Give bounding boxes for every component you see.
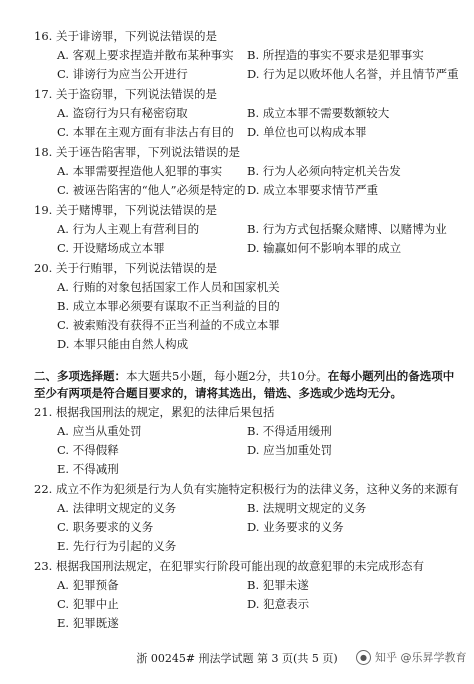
question-21-option-e: E. 不得减刑 — [57, 462, 119, 476]
question-17-option-c: C. 本罪在主观方面有非法占有目的 — [57, 125, 234, 139]
question-22-option-b: B. 法规明文规定的义务 — [247, 501, 367, 515]
question-23-stem: 23. 根据我国刑法规定，在犯罪实行阶段可能出现的故意犯罪的未完成形态有 — [34, 559, 424, 573]
question-21-option-c: C. 不得假释 — [57, 443, 119, 457]
question-20-option-b: B. 成立本罪必须要有谋取不正当利益的目的 — [57, 299, 280, 313]
question-16-option-a: A. 客观上要求捏造并散布某种事实 — [57, 48, 234, 62]
zhihu-camera-icon: ● — [356, 650, 371, 665]
watermark-text: 知乎 @乐昇学教育 — [375, 651, 467, 664]
question-16-stem: 16. 关于诽谤罪，下列说法错误的是 — [34, 29, 217, 43]
question-18-stem: 18. 关于诬告陷害罪，下列说法错误的是 — [34, 145, 240, 159]
page-footer: 浙 00245# 刑法学试题 第 3 页(共 5 页) — [136, 652, 338, 665]
question-19-option-a: A. 行为人主观上有营利目的 — [57, 222, 200, 236]
question-23-option-a: A. 犯罪预备 — [57, 578, 119, 592]
section-2-header — [34, 369, 454, 383]
question-17-stem: 17. 关于盗窃罪，下列说法错误的是 — [34, 87, 217, 101]
question-22-option-c: C. 职务要求的义务 — [57, 520, 154, 534]
question-22-option-d: D. 业务要求的义务 — [247, 520, 344, 534]
question-21-option-a: A. 应当从重处罚 — [57, 424, 142, 438]
watermark — [356, 649, 467, 665]
question-17-option-d: D. 单位也可以构成本罪 — [247, 125, 367, 139]
question-19-option-d: D. 输赢如何不影响本罪的成立 — [247, 241, 402, 255]
question-17-option-b: B. 成立本罪不需要数额较大 — [247, 106, 390, 120]
question-20-stem: 20. 关于行贿罪，下列说法错误的是 — [34, 261, 217, 275]
question-22-option-a: A. 法律明文规定的义务 — [57, 501, 177, 515]
question-21-option-b: B. 不得适用缓刑 — [247, 424, 332, 438]
question-20-option-c: C. 被索贿没有获得不正当利益的不成立本罪 — [57, 318, 280, 332]
question-18-option-d: D. 成立本罪要求情节严重 — [247, 183, 379, 197]
question-16-option-d: D. 行为足以败坏他人名誉，并且情节严重 — [247, 67, 459, 81]
question-22-stem: 22. 成立不作为犯须是行为人负有实施特定积极行为的法律义务，这种义务的来源有 — [34, 482, 459, 496]
section-2-instruction-rest: 在每小题列出的备选项中 — [327, 369, 455, 383]
question-20-option-a: A. 行贿的对象包括国家工作人员和国家机关 — [57, 280, 280, 294]
question-23-option-d: D. 犯意表示 — [247, 597, 310, 611]
question-18-option-a: A. 本罪需要捏造他人犯罪的事实 — [57, 164, 223, 178]
question-22-option-e: E. 先行行为引起的义务 — [57, 539, 177, 553]
section-2-instruction-bold: 本大题共5小题，每小题2分，共10分。 — [126, 369, 328, 383]
question-21-option-d: D. 应当加重处罚 — [247, 443, 333, 457]
question-17-option-a: A. 盗窃行为只有秘密窃取 — [57, 106, 188, 120]
question-18-option-b: B. 行为人必须向特定机关告发 — [247, 164, 401, 178]
question-16-option-b: B. 所捏造的事实不要求是犯罪事实 — [247, 48, 424, 62]
question-23-option-c: C. 犯罪中止 — [57, 597, 119, 611]
section-2-label: 二、多项选择题： — [34, 369, 126, 383]
question-18-option-c: C. 被诬告陷害的“他人”必须是特定的 — [57, 183, 246, 197]
question-21-stem: 21. 根据我国刑法的规定，累犯的法律后果包括 — [34, 405, 275, 419]
question-19-option-b: B. 行为方式包括聚众赌博、以赌博为业 — [247, 222, 447, 236]
question-19-stem: 19. 关于赌博罪，下列说法错误的是 — [34, 203, 217, 217]
question-20-option-d: D. 本罪只能由自然人构成 — [57, 337, 189, 351]
question-19-option-c: C. 开设赌场成立本罪 — [57, 241, 165, 255]
question-16-option-c: C. 诽谤行为应当公开进行 — [57, 67, 188, 81]
section-2-instruction-line2: 至少有两项是符合题目要求的，请将其选出，错选、多选或少选均无分。 — [34, 386, 402, 400]
question-23-option-b: B. 犯罪未遂 — [247, 578, 309, 592]
question-23-option-e: E. 犯罪既遂 — [57, 616, 119, 630]
